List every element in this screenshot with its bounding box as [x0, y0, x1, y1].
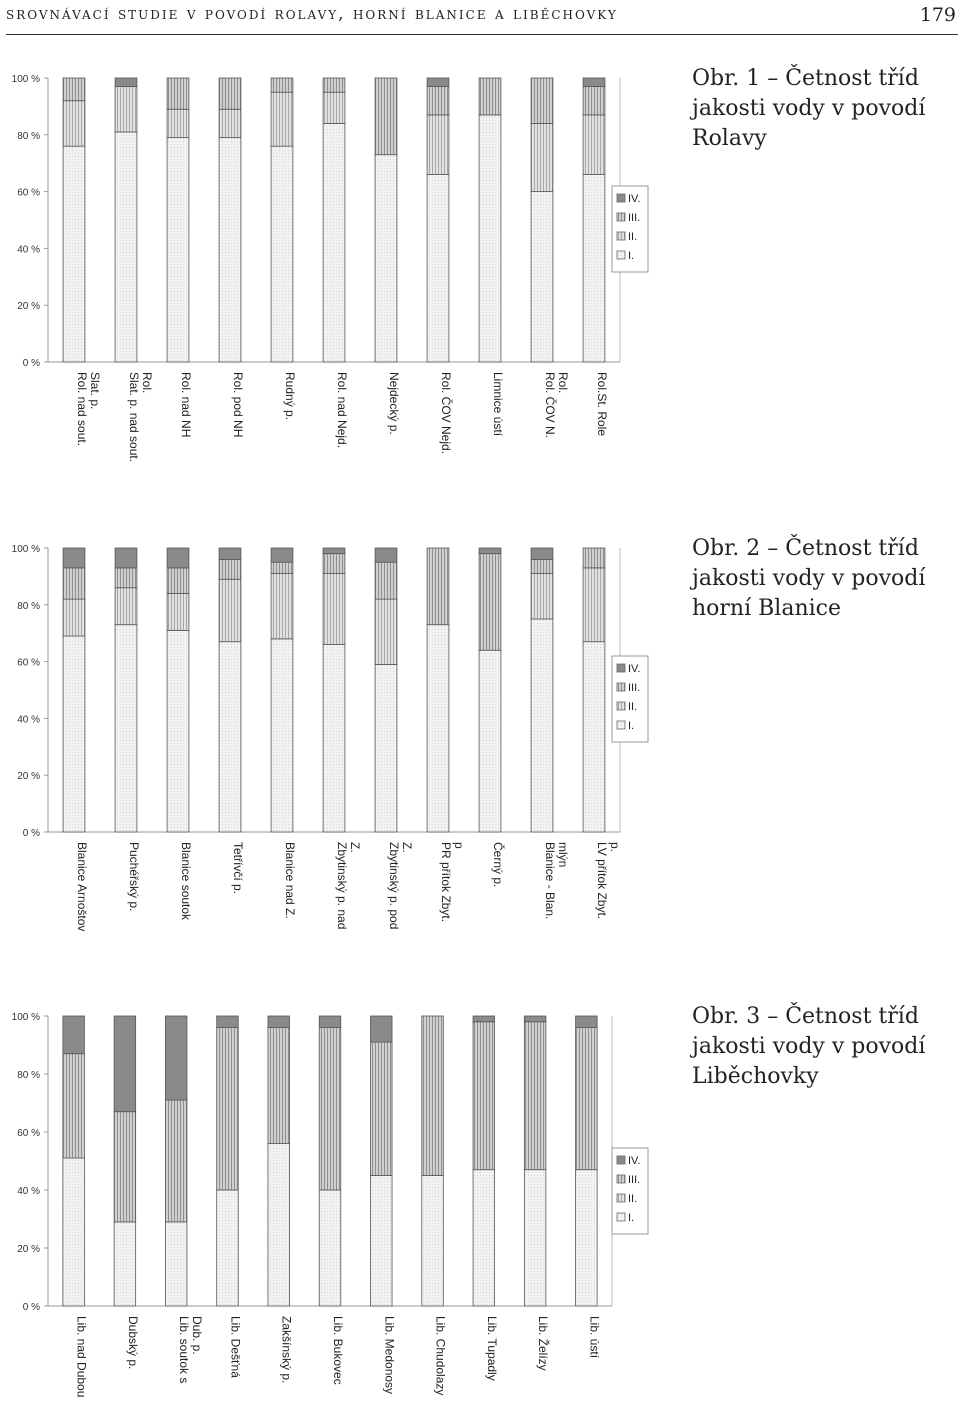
- caption-line: Liběchovky: [692, 1064, 819, 1089]
- y-tick-label: 80 %: [17, 1070, 40, 1081]
- x-tick-label-line: Zbytinský p. nad: [335, 842, 349, 930]
- bar-segment: [479, 115, 501, 362]
- caption-line: jakosti vody v povodí: [692, 96, 926, 121]
- x-tick-label-line: Lib. ústí: [587, 1316, 602, 1359]
- x-tick-label-line: mlýn: [556, 842, 570, 868]
- bar-segment: [375, 155, 397, 362]
- bar-segment: [219, 78, 241, 109]
- x-tick-label-line: Z.: [400, 842, 414, 853]
- x-tick-label-line: Lib. Chudolazy: [433, 1316, 448, 1396]
- bar-segment: [524, 1170, 546, 1306]
- x-tick-label: [536, 1316, 551, 1371]
- x-tick-label: [387, 842, 414, 929]
- legend-swatch: [617, 1194, 625, 1202]
- bar-segment: [63, 1054, 85, 1158]
- bar-segment: [63, 636, 85, 832]
- x-tick-label: [331, 1316, 345, 1385]
- bar-segment: [114, 1112, 136, 1222]
- bar-segment: [319, 1028, 341, 1190]
- x-tick-label-line: Blanice soutok: [179, 842, 193, 921]
- bar-segment: [427, 548, 449, 625]
- bar-segment: [371, 1176, 393, 1307]
- legend-swatch: [617, 1175, 625, 1183]
- legend-label: I.: [628, 250, 635, 262]
- bar-segment: [427, 78, 449, 87]
- bar-segment: [115, 87, 137, 132]
- legend-label: III.: [628, 1174, 641, 1186]
- x-tick-label-line: Lib. Bukovec: [331, 1316, 345, 1385]
- bar-segment: [114, 1016, 136, 1112]
- x-tick-label-line: Rol. pod NH: [231, 372, 245, 438]
- bar-segment: [219, 109, 241, 137]
- bar-segment: [531, 78, 553, 123]
- legend-swatch: [617, 251, 625, 259]
- legend-label: I.: [628, 720, 635, 732]
- y-tick-label: 100 %: [11, 544, 40, 555]
- x-tick-label: [491, 842, 506, 887]
- caption-line: jakosti vody v povodí: [692, 566, 926, 591]
- legend-swatch: [617, 664, 625, 672]
- x-tick-label: [595, 842, 622, 919]
- legend-swatch: [617, 1213, 625, 1221]
- x-tick-label-line: Zakšínský p.: [279, 1316, 294, 1384]
- x-tick-label: [485, 1316, 499, 1381]
- y-tick-label: 20 %: [17, 771, 40, 783]
- x-tick-label-line: Lib. soutok s: [177, 1316, 192, 1384]
- bar-segment: [422, 1016, 444, 1176]
- page-number: 179: [919, 4, 956, 26]
- bar-segment: [63, 568, 85, 599]
- running-header: [6, 4, 958, 35]
- y-tick-label: 100 %: [11, 74, 40, 85]
- bar-segment: [115, 625, 137, 832]
- bar-segment: [217, 1028, 239, 1190]
- caption-line: Obr. 1 – Četnost tříd: [692, 66, 919, 91]
- x-tick-label-line: Puchéřský p.: [127, 842, 141, 912]
- bar-segment: [271, 92, 293, 146]
- legend-swatch: [617, 194, 625, 202]
- x-tick-label-line: Lib. Tupadly: [484, 1316, 499, 1381]
- x-tick-label-line: Lib. Medonosy: [382, 1316, 397, 1395]
- bar-segment: [375, 548, 397, 562]
- x-tick-label: [439, 372, 454, 454]
- caption-line: Obr. 2 – Četnost tříd: [692, 536, 919, 561]
- bar-segment: [217, 1016, 239, 1028]
- y-tick-label: 0 %: [22, 828, 40, 839]
- bar-segment: [219, 548, 241, 559]
- bar-segment: [167, 138, 189, 362]
- x-tick-label: [126, 1316, 140, 1369]
- y-tick-label: 40 %: [17, 1186, 40, 1197]
- bar-segment: [323, 554, 345, 574]
- bar-segment: [268, 1028, 290, 1144]
- legend-swatch: [617, 232, 625, 240]
- bar-segment: [583, 115, 605, 175]
- x-tick-label-line: Rol.St. Role: [595, 372, 609, 437]
- legend-label: I.: [628, 1212, 635, 1224]
- y-tick-label: 20 %: [17, 1244, 40, 1255]
- bar-segment: [422, 1176, 444, 1307]
- bar-segment: [323, 78, 345, 92]
- running-title: srovnávací studie v povodí rolavy, horní blanice a liběchovky: [6, 4, 618, 24]
- x-tick-label-line: Rol. nad sout.: [75, 372, 89, 447]
- bar-segment: [531, 192, 553, 362]
- y-tick-label: 0 %: [22, 1302, 40, 1313]
- bar-segment: [323, 645, 345, 832]
- bar-segment: [473, 1170, 495, 1306]
- legend-swatch: [617, 683, 625, 691]
- x-tick-label: [595, 372, 609, 436]
- x-tick-label-line: Lib. nad Dubou: [74, 1316, 89, 1398]
- bar-segment: [375, 599, 397, 664]
- caption-line: jakosti vody v povodí: [692, 1034, 926, 1059]
- x-tick-label: [543, 372, 570, 438]
- bar-segment: [583, 78, 605, 87]
- bar-segment: [473, 1022, 495, 1170]
- bar-segment: [167, 548, 189, 568]
- bar-segment: [165, 1016, 187, 1100]
- y-tick-label: 60 %: [17, 1128, 40, 1139]
- x-tick-label: [127, 842, 141, 911]
- y-tick-label: 80 %: [17, 600, 40, 612]
- bar-segment: [268, 1144, 290, 1306]
- x-tick-label-line: Blanice nad Z.: [283, 842, 297, 919]
- bar-segment: [531, 123, 553, 191]
- bar-segment: [63, 101, 85, 146]
- bar-segment: [531, 548, 553, 559]
- x-tick-label: [491, 372, 505, 437]
- bar-segment: [165, 1100, 187, 1222]
- x-tick-label-line: Černý p.: [491, 842, 505, 888]
- x-tick-label-line: Nejdecký p.: [387, 372, 401, 435]
- bar-segment: [319, 1190, 341, 1306]
- bar-segment: [319, 1016, 341, 1028]
- x-tick-label: [127, 372, 154, 462]
- bar-segment: [323, 548, 345, 554]
- bar-segment: [271, 574, 293, 639]
- bar-segment: [583, 87, 605, 115]
- x-tick-label: [434, 1316, 448, 1395]
- x-tick-label: [335, 372, 349, 448]
- bar-segment: [114, 1222, 136, 1306]
- bar-segment: [323, 92, 345, 123]
- x-tick-label: [587, 1316, 601, 1359]
- x-tick-label: [382, 1316, 396, 1394]
- bar-segment: [375, 664, 397, 832]
- x-tick-label: [179, 842, 193, 921]
- legend-label: III.: [628, 212, 641, 224]
- x-tick-label-line: Zbytinský p. pod: [387, 842, 401, 930]
- legend-label: II.: [628, 1193, 638, 1205]
- bar-segment: [271, 639, 293, 832]
- bar-segment: [375, 78, 397, 155]
- bar-segment: [531, 619, 553, 832]
- x-tick-label: [177, 1316, 204, 1383]
- bar-segment: [524, 1022, 546, 1170]
- bar-segment: [167, 630, 189, 832]
- y-tick-label: 80 %: [17, 130, 40, 142]
- x-tick-label: [283, 842, 297, 919]
- bar-segment: [427, 175, 449, 362]
- legend-label: II.: [628, 231, 638, 243]
- bar-segment: [63, 1016, 85, 1054]
- x-tick-label: [75, 1316, 89, 1397]
- bar-segment: [63, 146, 85, 362]
- bar-segment: [576, 1016, 598, 1028]
- bar-segment: [217, 1190, 239, 1306]
- x-tick-label: [179, 372, 193, 437]
- caption-line: Rolavy: [692, 126, 767, 151]
- bar-segment: [115, 78, 137, 87]
- y-tick-label: 100 %: [11, 1012, 40, 1023]
- bar-segment: [427, 115, 449, 175]
- x-tick-label-line: Slat. p.: [88, 372, 102, 410]
- legend-label: III.: [628, 682, 641, 694]
- bar-segment: [165, 1222, 187, 1306]
- y-tick-label: 0 %: [22, 358, 40, 369]
- x-tick-label: [75, 842, 89, 931]
- bar-segment: [427, 87, 449, 115]
- bar-segment: [63, 548, 85, 568]
- bar-segment: [271, 78, 293, 92]
- bar-segment: [115, 132, 137, 362]
- bar-segment: [115, 548, 137, 568]
- x-tick-label-line: Blanice - Blan.: [543, 842, 557, 920]
- bar-segment: [531, 574, 553, 619]
- bar-segment: [219, 579, 241, 641]
- bar-segment: [63, 599, 85, 636]
- bar-segment: [479, 78, 501, 115]
- bar-segment: [167, 568, 189, 594]
- bar-segment: [323, 574, 345, 645]
- x-tick-label-line: Lib. Dešťná: [228, 1316, 243, 1378]
- bar-segment: [583, 568, 605, 642]
- bar-segment: [219, 559, 241, 579]
- caption-line: horní Blanice: [692, 596, 841, 621]
- caption-line: Obr. 3 – Četnost tříd: [692, 1004, 919, 1029]
- x-tick-label: [231, 842, 245, 894]
- x-tick-label: [283, 372, 297, 420]
- bar-segment: [473, 1016, 495, 1022]
- x-tick-label-line: Tetřívčí p.: [231, 842, 245, 895]
- bar-segment: [323, 123, 345, 362]
- x-tick-label-line: Rol. ČOV N.: [543, 372, 557, 439]
- x-tick-label-line: Blanice Arnoštov: [75, 842, 89, 932]
- x-tick-label: [280, 1316, 294, 1383]
- bar-segment: [479, 548, 501, 554]
- x-tick-label: [228, 1316, 242, 1378]
- y-tick-label: 60 %: [17, 187, 40, 199]
- bar-segment: [63, 78, 85, 101]
- y-tick-label: 40 %: [17, 714, 40, 726]
- bar-segment: [576, 1170, 598, 1306]
- legend-label: IV.: [628, 193, 641, 205]
- bar-segment: [427, 625, 449, 832]
- x-tick-label-line: Rol.: [140, 372, 154, 394]
- bar-segment: [371, 1042, 393, 1175]
- bar-segment: [524, 1016, 546, 1022]
- bar-segment: [576, 1028, 598, 1170]
- x-tick-label-line: p.: [608, 842, 622, 853]
- bar-segment: [531, 559, 553, 573]
- stacked-bar-chart-rolava: [0, 60, 960, 480]
- x-tick-label: [75, 372, 102, 446]
- legend-label: IV.: [628, 663, 641, 675]
- bar-segment: [583, 642, 605, 832]
- legend-label: IV.: [628, 1155, 641, 1167]
- x-tick-label: [231, 372, 245, 437]
- y-tick-label: 60 %: [17, 657, 40, 669]
- x-tick-label: [543, 842, 570, 919]
- legend-swatch: [617, 721, 625, 729]
- legend-swatch: [617, 1156, 625, 1164]
- y-tick-label: 20 %: [17, 301, 40, 313]
- bar-segment: [479, 554, 501, 651]
- bar-segment: [63, 1158, 85, 1306]
- x-tick-label-line: Rol.: [556, 372, 570, 394]
- bar-segment: [271, 548, 293, 562]
- bar-segment: [583, 548, 605, 568]
- x-tick-label-line: LV přítok Zbyt.: [595, 842, 609, 920]
- x-tick-label-line: Dubský p.: [125, 1316, 140, 1370]
- x-tick-label-line: Dub. p.: [190, 1316, 205, 1355]
- bar-segment: [219, 642, 241, 832]
- bar-segment: [268, 1016, 290, 1028]
- x-tick-label-line: Lib. Želízy: [536, 1316, 551, 1371]
- stacked-bar-chart-libechovka: [0, 998, 960, 1402]
- bar-segment: [167, 109, 189, 137]
- bar-segment: [167, 593, 189, 630]
- bar-segment: [271, 562, 293, 573]
- x-tick-label-line: Z.: [348, 842, 362, 853]
- x-tick-label: [439, 842, 466, 922]
- legend-swatch: [617, 213, 625, 221]
- x-tick-label: [387, 372, 401, 435]
- x-tick-label-line: Slat. p. nad sout.: [127, 372, 141, 463]
- bar-segment: [115, 588, 137, 625]
- bar-segment: [115, 568, 137, 588]
- x-tick-label-line: Limnice ústí: [491, 372, 505, 437]
- legend-swatch: [617, 702, 625, 710]
- bar-segment: [219, 138, 241, 362]
- x-tick-label-line: Rudný p.: [283, 372, 297, 421]
- bar-segment: [167, 78, 189, 109]
- x-tick-label-line: PR přítok Zbyt.: [439, 842, 453, 923]
- bar-segment: [479, 650, 501, 832]
- bar-segment: [271, 146, 293, 362]
- y-tick-label: 40 %: [17, 244, 40, 256]
- x-tick-label-line: Rol. nad Nejd.: [335, 372, 349, 449]
- x-tick-label-line: Rol. nad NH: [179, 372, 193, 438]
- bar-segment: [375, 562, 397, 599]
- stacked-bar-chart-blanice: [0, 530, 960, 950]
- legend-label: II.: [628, 701, 638, 713]
- bar-segment: [583, 175, 605, 362]
- x-tick-label: [335, 842, 362, 929]
- x-tick-label-line: Rol. ČOV Nejd.: [439, 372, 453, 455]
- x-tick-label-line: p: [452, 842, 466, 849]
- bar-segment: [371, 1016, 393, 1042]
